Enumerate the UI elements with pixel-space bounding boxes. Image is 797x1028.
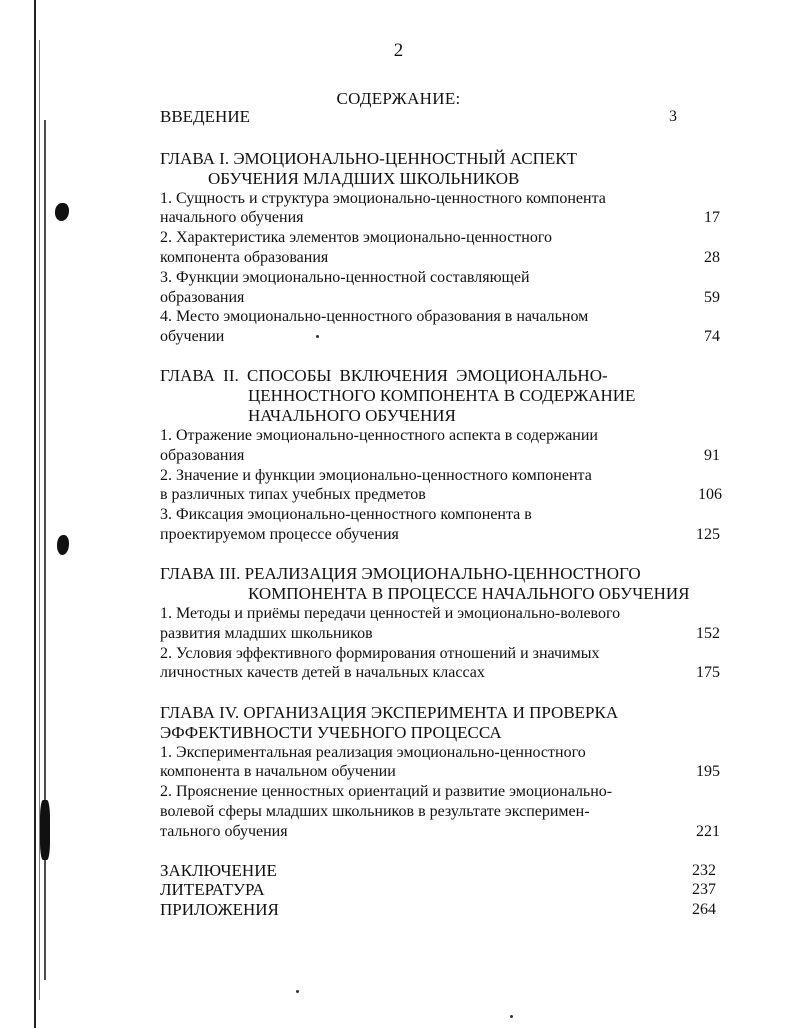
section-3-2-line-1: 2. Условия эффективного формирования отношений и значимых <box>160 645 600 662</box>
speck <box>510 1015 513 1018</box>
appendices-label: ПРИЛОЖЕНИЯ <box>160 900 279 919</box>
section-1-4-line-2: обучении <box>160 328 225 345</box>
section-1-3-line-2: образования <box>160 289 245 306</box>
section-3-1-page: 152 <box>696 625 720 642</box>
chapter-3-title-line-2: КОМПОНЕНТА В ПРОЦЕССЕ НАЧАЛЬНОГО ОБУЧЕНИЯ <box>248 584 690 603</box>
punch-hole-mark-top <box>55 203 69 221</box>
section-1-2-line-1: 2. Характеристика элементов эмоционально-ценностного <box>160 229 553 246</box>
section-2-3-line-1: 3. Фиксация эмоционально-ценностного компонента в <box>160 506 532 523</box>
conclusion-page: 232 <box>692 862 716 879</box>
section-2-1-page: 91 <box>704 447 720 464</box>
punch-hole-mark-middle <box>57 535 69 555</box>
appendices-page: 264 <box>692 901 716 918</box>
section-1-3-line-1: 3. Функции эмоционально-ценностной составляющей <box>160 269 530 286</box>
section-4-2-line-3: тального обучения <box>160 823 288 840</box>
speck <box>316 335 319 338</box>
chapter-1-title-line-1: ГЛАВА I. ЭМОЦИОНАЛЬНО-ЦЕННОСТНЫЙ АСПЕКТ <box>160 149 578 168</box>
section-1-2-line-2: компонента образования <box>160 249 329 266</box>
section-3-2-line-2: личностных качеств детей в начальных классах <box>160 664 485 681</box>
punch-hole-mark-bottom <box>40 800 50 860</box>
section-2-2-line-1: 2. Значение и функции эмоционально-ценностного компонента <box>160 467 592 484</box>
toc-title: СОДЕРЖАНИЕ: <box>336 89 461 108</box>
section-1-1-line-1: 1. Сущность и структура эмоционально-ценностного компонента <box>160 190 606 207</box>
section-4-2-line-1: 2. Прояснение ценностных ориентаций и развитие эмоционально- <box>160 783 613 800</box>
section-1-1-page: 17 <box>704 209 720 226</box>
chapter-2-title-line-2: ЦЕННОСТНОГО КОМПОНЕНТА В СОДЕРЖАНИЕ <box>248 386 636 405</box>
section-2-1-line-2: образования <box>160 447 245 464</box>
literature-page: 237 <box>692 881 716 898</box>
section-1-4-page: 74 <box>704 328 720 345</box>
chapter-2-title-line-3: НАЧАЛЬНОГО ОБУЧЕНИЯ <box>248 406 456 425</box>
section-3-2-page: 175 <box>696 664 720 681</box>
section-1-3-page: 59 <box>704 289 720 306</box>
section-1-1-line-2: начального обучения <box>160 209 304 226</box>
chapter-1-title-line-2: ОБУЧЕНИЯ МЛАДШИХ ШКОЛЬНИКОВ <box>208 169 520 188</box>
section-2-3-page: 125 <box>696 526 720 543</box>
conclusion-label: ЗАКЛЮЧЕНИЕ <box>160 861 277 880</box>
section-2-2-line-2: в различных типах учебных предметов <box>160 486 426 503</box>
binding-edge <box>30 0 52 1028</box>
section-2-3-line-2: проектируемом процессе обучения <box>160 526 399 543</box>
section-4-1-line-2: компонента в начальном обучении <box>160 763 396 780</box>
speck <box>296 990 299 993</box>
section-1-4-line-1: 4. Место эмоционально-ценностного образования в начальном <box>160 308 589 325</box>
intro-page: 3 <box>669 108 677 125</box>
section-4-1-page: 195 <box>696 763 720 780</box>
chapter-2-title-line-1: ГЛАВА II. СПОСОБЫ ВКЛЮЧЕНИЯ ЭМОЦИОНАЛЬНО- <box>160 366 608 385</box>
chapter-4-title-line-1: ГЛАВА IV. ОРГАНИЗАЦИЯ ЭКСПЕРИМЕНТА И ПРОВЕРКА <box>160 703 619 722</box>
section-2-1-line-1: 1. Отражение эмоционально-ценностного аспекта в содержании <box>160 427 598 444</box>
chapter-3-title-line-1: ГЛАВА III. РЕАЛИЗАЦИЯ ЭМОЦИОНАЛЬНО-ЦЕННОСТНОГО <box>160 564 641 583</box>
section-2-2-page: 106 <box>698 486 722 503</box>
intro-label: ВВЕДЕНИЕ <box>160 107 250 126</box>
section-4-2-line-2: волевой сферы младших школьников в результате эксперимен- <box>160 803 590 820</box>
section-3-1-line-2: развития младших школьников <box>160 625 373 642</box>
section-1-2-page: 28 <box>704 249 720 266</box>
chapter-4-title-line-2: ЭФФЕКТИВНОСТИ УЧЕБНОГО ПРОЦЕССА <box>160 723 502 742</box>
page-number: 2 <box>393 40 404 61</box>
literature-label: ЛИТЕРАТУРА <box>160 880 265 899</box>
section-4-2-page: 221 <box>696 823 720 840</box>
section-3-1-line-1: 1. Методы и приёмы передачи ценностей и эмоционально-волевого <box>160 605 621 622</box>
section-4-1-line-1: 1. Экспериментальная реализация эмоционально-ценностного <box>160 744 586 761</box>
